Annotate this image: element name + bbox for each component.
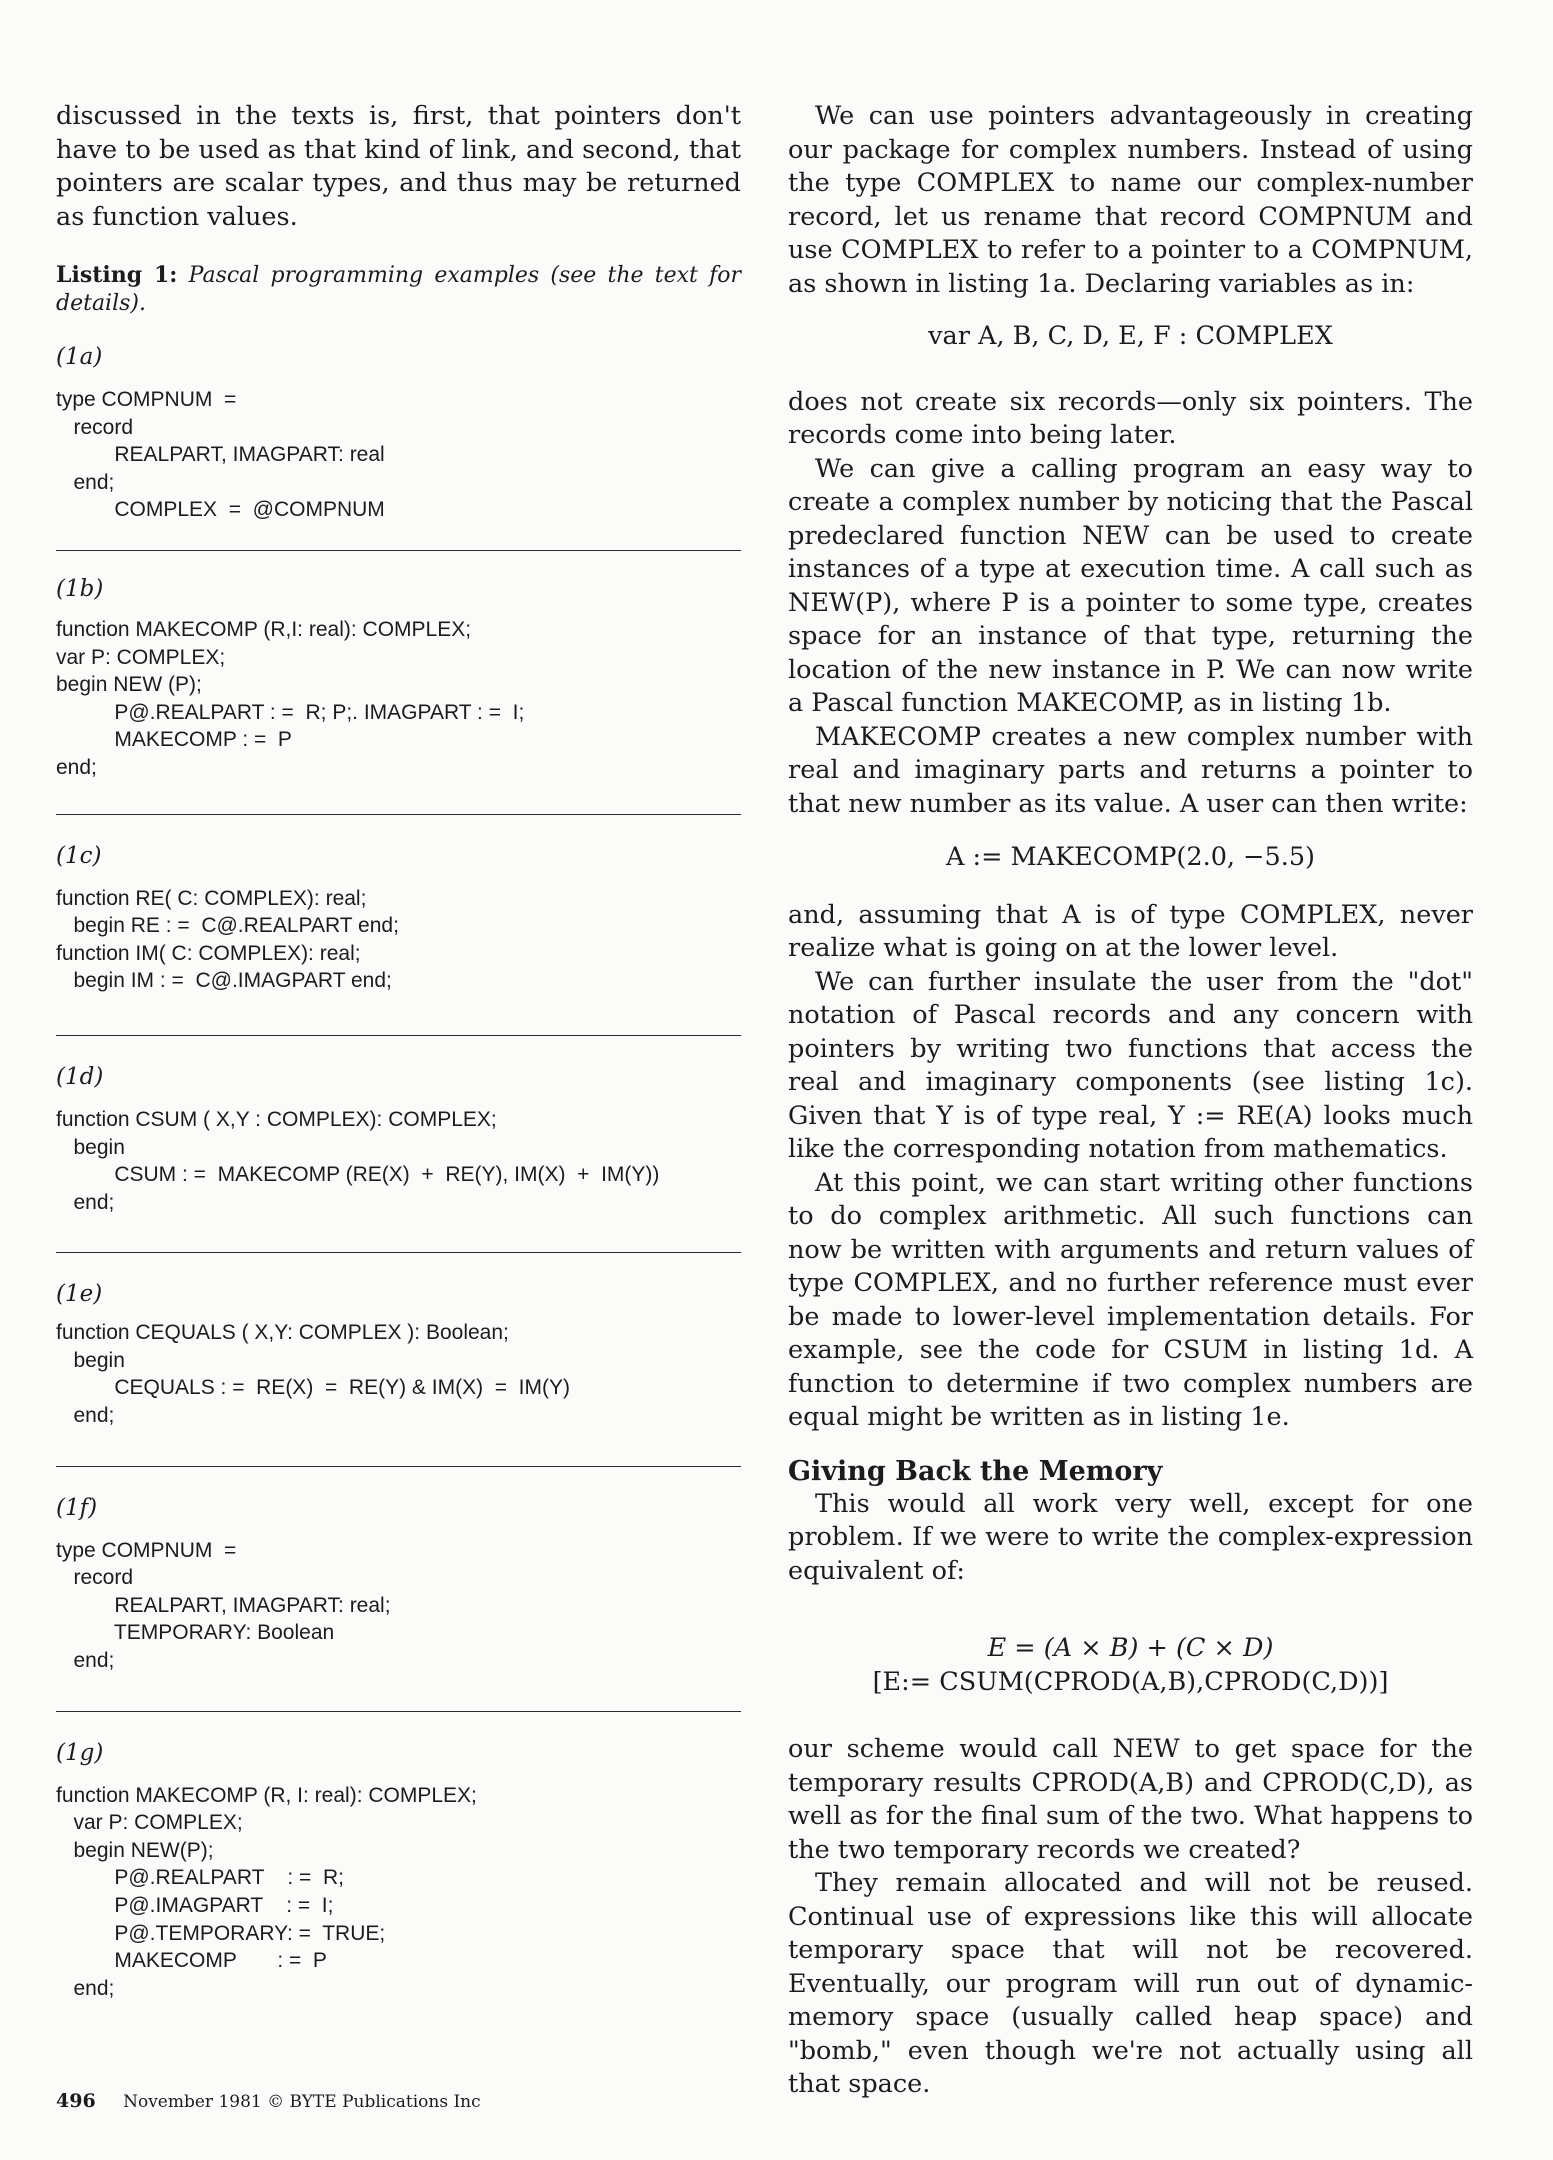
code-block: function CEQUALS ( X,Y: COMPLEX ): Boolean; begin CEQUALS : = RE(X) = RE(Y) & IM(X) = IM(Y) end; xyxy=(56,1321,570,1428)
listing-label: (1c) xyxy=(56,842,102,869)
divider xyxy=(56,1466,741,1467)
listing-label: (1e) xyxy=(56,1281,103,1308)
listing-label: (1d) xyxy=(56,1063,104,1090)
code-block: type COMPNUM = record REALPART, IMAGPART: real end; COMPLEX = @COMPNUM xyxy=(56,388,385,522)
footer-credit: November 1981 © BYTE Publications Inc xyxy=(123,2092,481,2112)
code-display: A := MAKECOMP(2.0, −5.5) xyxy=(945,842,1316,872)
paragraph: At this point, we can start writing other functions to do complex arithmetic. All such functions can now be written with arguments and return values of type COMPLEX, and no further reference must ever be made to lower-level implementation details. For example, see the code for CSUM in listing 1d. A function to determine if two complex numbers are equal might be written as in listing 1e. xyxy=(788,1167,1473,1432)
listing-1g xyxy=(56,1740,741,2003)
paragraph: and, assuming that A is of type COMPLEX, never realize what is going on at the lower level. xyxy=(788,899,1473,963)
page-number: 496 xyxy=(56,2090,96,2112)
divider xyxy=(56,1035,741,1036)
code-block: type COMPNUM = record REALPART, IMAGPART: real; TEMPORARY: Boolean end; xyxy=(56,1538,391,1673)
listing-caption-label: Listing 1: xyxy=(56,262,178,288)
code-block: function MAKECOMP (R, I: real): COMPLEX; var P: COMPLEX; begin NEW(P); P@.REALPART : = R; P@.IMAGPART : = I; P@.TEMPORARY: = TRUE; MAKECOMP : = P end; xyxy=(56,1783,477,2000)
listing-label: (1a) xyxy=(56,344,103,370)
listing-label: (1b) xyxy=(56,575,104,602)
section-heading: Giving Back the Memory xyxy=(788,1455,1163,1487)
listing-label: (1g) xyxy=(56,1739,104,1766)
left-column xyxy=(56,100,741,2002)
intro-paragraph: discussed in the texts is, first, that pointers don't have to be used as that kind of link, and second, that pointers are scalar types, and thus may be returned as function values. xyxy=(56,101,741,232)
paragraph: MAKECOMP creates a new complex number with real and imaginary parts and returns a pointer to that new number as its value. A user can then write: xyxy=(788,721,1473,819)
equation: E = (A × B) + (C × D) xyxy=(987,1633,1274,1663)
divider xyxy=(56,1711,741,1712)
divider xyxy=(56,1252,741,1253)
paragraph: We can further insulate the user from the "dot" notation of Pascal records and any concern with pointers by writing two functions that access the real and imaginary components (see listing 1c). Given that Y is of type real, Y := RE(A) looks much like the corresponding notation from mathematics. xyxy=(788,966,1473,1164)
paragraph: This would all work very well, except for one problem. If we were to write the complex-expression equivalent of: xyxy=(788,1488,1473,1586)
listing-label: (1f) xyxy=(56,1494,98,1521)
listing-1f xyxy=(56,1495,741,1675)
listing-1e xyxy=(56,1281,741,1429)
right-column xyxy=(788,100,1473,2102)
listing-caption-text: Pascal programming examples (see the text for details). xyxy=(56,263,741,316)
page-footer xyxy=(56,2090,481,2112)
listing-1d xyxy=(56,1064,741,1216)
listing-1c xyxy=(56,843,741,995)
equation-code: [E:= CSUM(CPROD(A,B),CPROD(C,D))] xyxy=(872,1666,1389,1697)
paragraph: They remain allocated and will not be reused. Continual use of expressions like this will allocate temporary space that will not be recovered. Eventually, our program will run out of dynamic-memory space (usually called heap space) and "bomb," even though we're not actually using all that space. xyxy=(788,1868,1473,2099)
code-block: function CSUM ( X,Y : COMPLEX): COMPLEX; begin CSUM : = MAKECOMP (RE(X) + RE(Y), IM(X) + IM(Y)) end; xyxy=(56,1107,660,1214)
paragraph: our scheme would call NEW to get space for the temporary results CPROD(A,B) and CPROD(C,D), as well as for the final sum of the two. What happens to the two temporary records we created? xyxy=(788,1734,1473,1865)
paragraph: does not create six records—only six pointers. The records come into being later. xyxy=(788,386,1473,450)
code-display: var A, B, C, D, E, F : COMPLEX xyxy=(928,321,1333,351)
listing-1b xyxy=(56,576,741,782)
divider xyxy=(56,550,741,551)
divider xyxy=(56,814,741,815)
paragraph: We can use pointers advantageously in creating our package for complex numbers. Instead of using the type COMPLEX to name our complex-number record, let us rename that record COMPNUM and use COMPLEX to refer to a pointer to a COMPNUM, as shown in listing 1a. Declaring variables as in: xyxy=(788,101,1473,299)
paragraph: We can give a calling program an easy way to create a complex number by noticing that the Pascal predeclared function NEW can be used to create instances of a type at execution time. A call such as NEW(P), where P is a pointer to some type, creates space for an instance of that type, returning the location of the new instance in P. We can now write a Pascal function MAKECOMP, as in listing 1b. xyxy=(788,453,1473,718)
code-block: function RE( C: COMPLEX): real; begin RE : = C@.REALPART end; function IM( C: COMPLEX): real; begin IM : = C@.IMAGPART end; xyxy=(56,886,399,993)
listing-1a xyxy=(56,344,741,524)
code-block: function MAKECOMP (R,I: real): COMPLEX; var P: COMPLEX; begin NEW (P); P@.REALPART : = R; P;. IMAGPART : = I; MAKECOMP : = P end; xyxy=(56,617,525,779)
listing-caption xyxy=(56,261,741,318)
